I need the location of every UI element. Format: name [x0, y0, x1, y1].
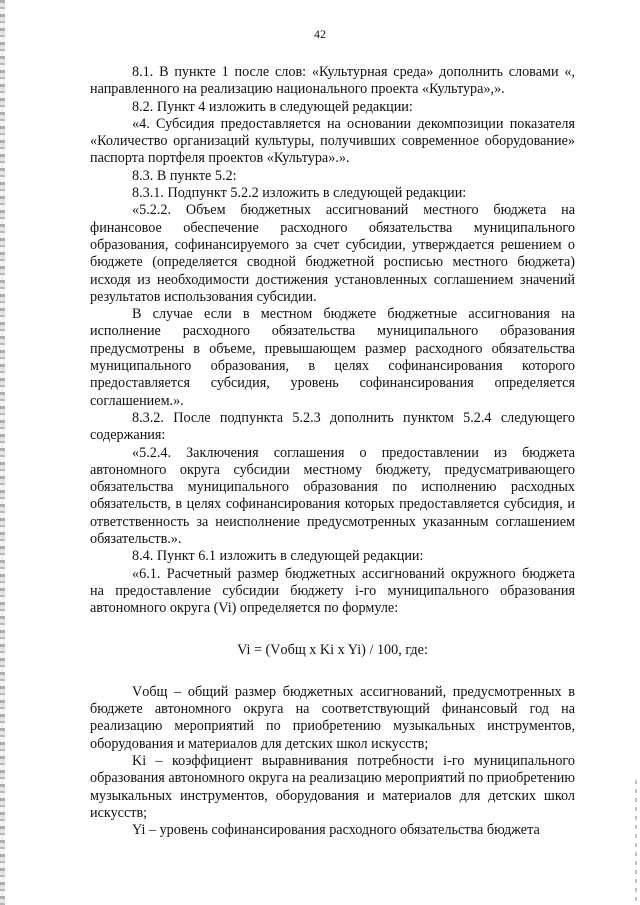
paragraph-8-1: 8.1. В пункте 1 после слов: «Культурная среда» дополнить словами «, направленного на реализацию национального проекта «Культура»,». — [90, 64, 575, 98]
scan-edge-left — [0, 0, 5, 905]
definition-yi: Yi – уровень софинансирования расходного обязательства бюджета — [132, 822, 540, 839]
document-body — [90, 64, 575, 839]
formula: Vi = (Vобщ x Ki x Yi) / 100, где: — [237, 641, 428, 658]
paragraph-8-2: 8.2. Пункт 4 изложить в следующей редакции: — [132, 98, 413, 115]
definition-ki: Ki – коэффициент выравнивания потребности i-го муниципального образования автономного округа на реализацию мероприятий по приобретению музыкальных инструментов, оборудования и материалов для детских школ искусств; — [90, 752, 575, 821]
paragraph-clause-4: «4. Субсидия предоставляется на основании декомпозиции показателя «Количество организаций культуры, получивших современное оборудование» паспорта портфеля проектов «Культура».». — [90, 115, 575, 167]
paragraph-clause-5-2-4: «5.2.4. Заключения соглашения о предоставлении из бюджета автономного округа субсидии местному бюджету, предусматривающего обязательства муниципального образования по исполнению расходных обязательств, в целях софинансирования которых предоставляется субсидия, и ответственность за неисполнение предусмотренных указанным соглашением обязательств.». — [90, 444, 575, 548]
scan-edge-right — [635, 780, 637, 905]
paragraph-clause-6-1: «6.1. Расчетный размер бюджетных ассигнований окружного бюджета на предоставление субсидии бюджету i-го муниципального образования автономного округа (Vi) определяется по формуле: — [90, 565, 575, 617]
paragraph-clause-5-2-2: «5.2.2. Объем бюджетных ассигнований местного бюджета на финансовое обеспечение расходного обязательства муниципального образования, софинансируемого за счет субсидии, утверждается решением о бюджете (определяется сводной бюджетной росписью местного бюджета) исходя из необходимости достижения установленных соглашением значений результатов использования субсидии. — [90, 202, 575, 305]
paragraph-8-3-2: 8.3.2. После подпункта 5.2.3 дополнить пунктом 5.2.4 следующего содержания: — [90, 409, 575, 444]
paragraph-8-3-1: 8.3.1. Подпункт 5.2.2 изложить в следующей редакции: — [132, 185, 467, 202]
paragraph-cofinancing: В случае если в местном бюджете бюджетные ассигнования на исполнение расходного обязательства муниципального образования предусмотрены в объеме, превышающем размер расходного обязательства муниципального образования, в целях софинансирования которого предоставляется субсидия, уровень софинансирования определяется соглашением.». — [90, 306, 575, 409]
definition-vobsh: Vобщ – общий размер бюджетных ассигнований, предусмотренных в бюджете автономного округа на соответствующий финансовый год на реализацию мероприятий по приобретению музыкальных инструментов, оборудования и материалов для детских школ искусств; — [90, 683, 575, 752]
paragraph-8-4: 8.4. Пункт 6.1 изложить в следующей редакции: — [132, 548, 424, 565]
paragraph-8-3: 8.3. В пункте 5.2: — [132, 167, 237, 184]
page-number: 42 — [314, 27, 326, 41]
